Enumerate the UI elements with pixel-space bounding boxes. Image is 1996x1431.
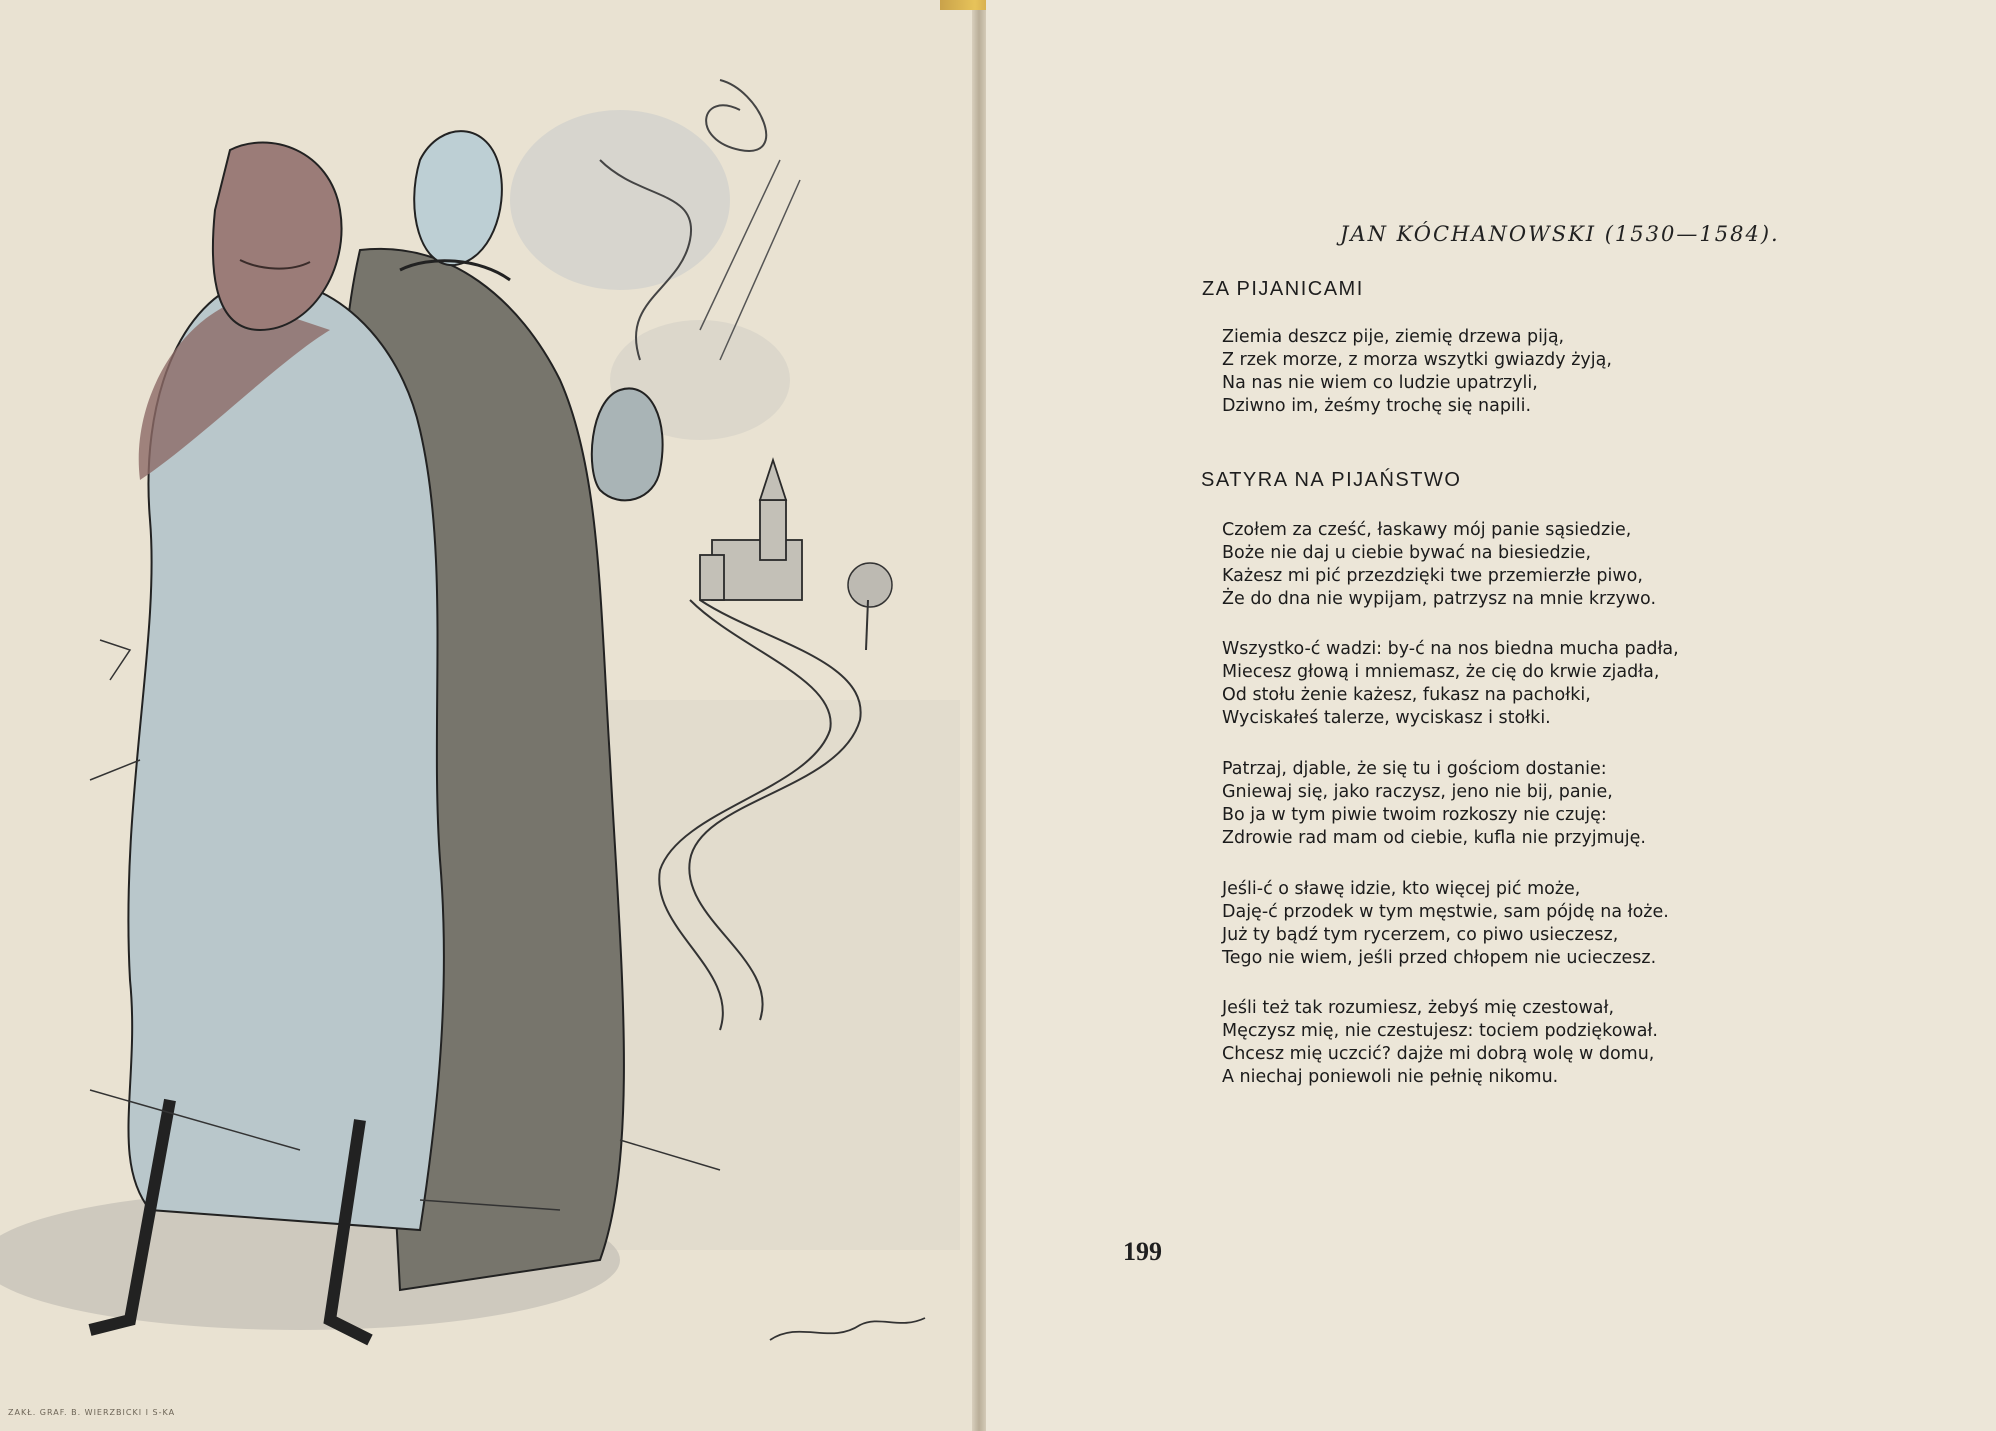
verse-line: Na nas nie wiem co ludzie upatrzyli, (1222, 373, 1538, 393)
verse-line: Gniewaj się, jako raczysz, jeno nie bij, panie, (1222, 782, 1613, 802)
verse-line: Każesz mi pić przezdzięki twe przemierzłe piwo, (1222, 566, 1643, 586)
verse-line: Wszystko-ć wadzi: by-ć na nos biedna mucha padła, (1222, 639, 1679, 659)
verse-line: Już ty bądź tym rycerzem, co piwo usieczesz, (1222, 925, 1619, 945)
verse-line: Dziwno im, żeśmy trochę się napili. (1222, 396, 1532, 416)
verse-line: Ziemia deszcz pije, ziemię drzewa piją, (1222, 327, 1565, 347)
verse-line: Chcesz mię uczcić? dajże mi dobrą wolę w domu, (1222, 1044, 1655, 1064)
verse-line: Miecesz głową i mniemasz, że cię do krwie zjadła, (1222, 662, 1660, 682)
verse-line: Męczysz mię, nie czestujesz: tociem podziękował. (1222, 1021, 1658, 1041)
castle-drawing (700, 460, 802, 600)
stanza (1222, 878, 1669, 970)
verse-line: Od stołu żenie każesz, fukasz na pachołki, (1222, 685, 1591, 705)
verse-line: Że do dna nie wypijam, patrzysz na mnie krzywo. (1222, 589, 1657, 609)
stanza (1222, 758, 1646, 850)
page-number: 199 (1123, 1237, 1162, 1266)
poem-title: ZA PIJANICAMI (1202, 278, 1364, 300)
verse-line: Jeśli-ć o sławę idzie, kto więcej pić może, (1222, 879, 1581, 899)
verse-line: Zdrowie rad mam od ciebie, kufla nie przyjmuję. (1222, 828, 1646, 848)
stanza (1222, 997, 1658, 1089)
poem-title: SATYRA NA PIJAŃSTWO (1201, 469, 1462, 491)
author-heading: JAN KÓCHANOWSKI (1530—1584). (1340, 222, 1780, 246)
book-gutter (972, 0, 986, 1431)
verse-line: Patrzaj, djable, że się tu i gościom dostanie: (1222, 759, 1607, 779)
stanza (1222, 638, 1679, 730)
illustration-two-drinkers (0, 0, 978, 1431)
verse-line: Czołem za cześć, łaskawy mój panie sąsiedzie, (1222, 520, 1632, 540)
verse-line: Tego nie wiem, jeśli przed chłopem nie ucieczesz. (1222, 948, 1657, 968)
verse-line: Boże nie daj u ciebie bywać na biesiedzie, (1222, 543, 1592, 563)
verse-line: Bo ja w tym piwie twoim rozkoszy nie czuję: (1222, 805, 1607, 825)
printer-credit: ZAKŁ. GRAF. B. WIERZBICKI I S-KA (8, 1408, 176, 1417)
stanza (1222, 519, 1656, 611)
verse-line: Z rzek morze, z morza wszytki gwiazdy żyją, (1222, 350, 1612, 370)
verse-line: Daję-ć przodek w tym męstwie, sam pójdę na łoże. (1222, 902, 1669, 922)
stanza (1222, 326, 1612, 418)
verse-line: Jeśli też tak rozumiesz, żebyś mię czestował, (1222, 998, 1615, 1018)
verse-line: Wyciskałeś talerze, wyciskasz i stołki. (1222, 708, 1551, 728)
verse-line: A niechaj poniewoli nie pełnię nikomu. (1222, 1067, 1559, 1087)
left-page (0, 0, 978, 1431)
